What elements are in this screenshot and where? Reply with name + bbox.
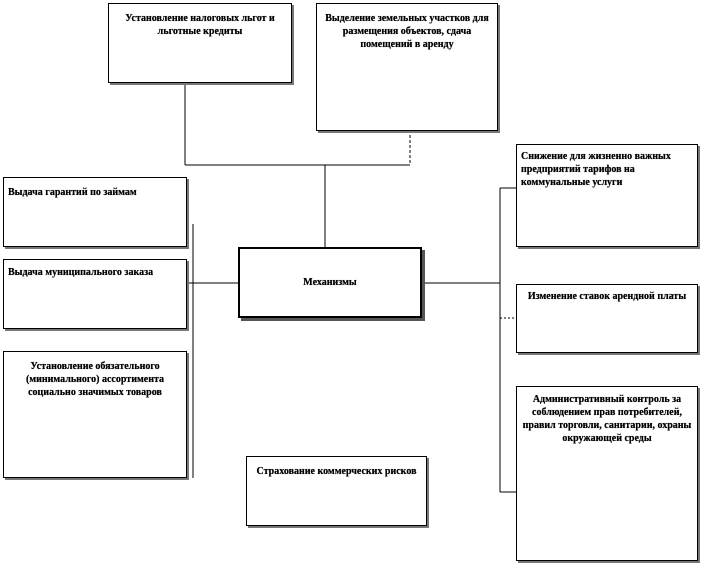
land-allocation-label: Выделение земельных участков для размещения объектов, сдача помещений в аренду — [325, 13, 489, 50]
municipal-order-label: Выдача муниципального заказа — [8, 267, 154, 278]
rent-change-label: Изменение ставок арендной платы — [527, 291, 687, 302]
tax-benefits-label: Установление налоговых льгот и льготные кредиты — [125, 13, 275, 37]
mandatory-assortment-label: Установление обязательного (минимального) ассортимента социально значимых товаров — [25, 361, 165, 398]
tariff-reduction-label: Снижение для жизненно важных предприятий тарифов на коммунальные услуги — [521, 151, 671, 188]
tariff-reduction-node — [516, 144, 698, 247]
mandatory-assortment-node — [3, 351, 187, 478]
mechanisms-node — [238, 247, 422, 318]
loan-guarantees-label: Выдача гарантий по займам — [8, 187, 137, 198]
insurance-node — [246, 456, 427, 526]
tax-benefits-node — [108, 3, 292, 83]
mechanisms-label: Механизмы — [303, 277, 357, 288]
rent-change-node — [516, 284, 698, 353]
insurance-label: Страхование коммерческих рисков — [256, 466, 417, 477]
admin-control-label: Административный контроль за соблюдением прав потребителей, правил торговли, санитарии, охраны окружающей среды — [522, 394, 692, 444]
admin-control-node — [516, 386, 698, 561]
loan-guarantees-node — [3, 177, 187, 247]
municipal-order-node — [3, 259, 187, 329]
land-allocation-node — [316, 3, 498, 131]
